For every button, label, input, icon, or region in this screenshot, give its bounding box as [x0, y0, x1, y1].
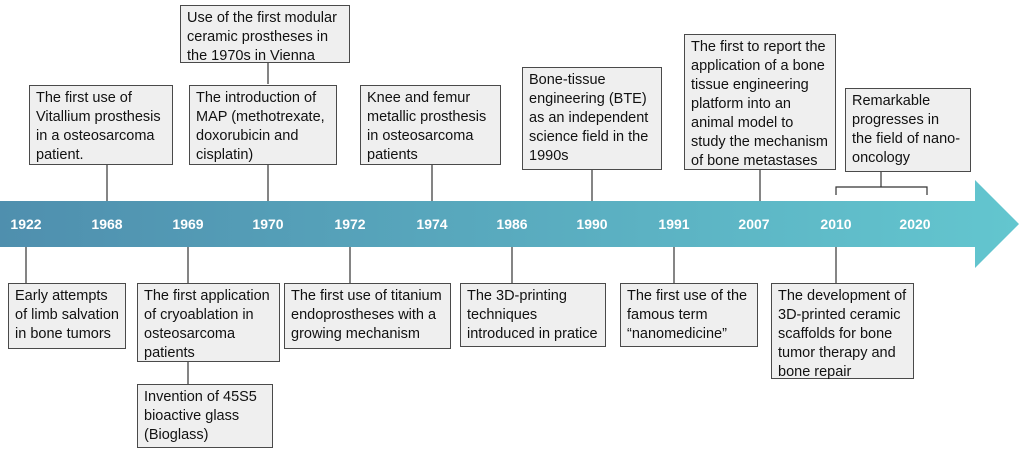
- box-line: The first use of titanium: [291, 288, 442, 304]
- box-line: introduced in pratice: [467, 326, 598, 342]
- year-1990: 1990: [576, 216, 608, 232]
- box-line: The first to report the: [691, 39, 826, 55]
- box-line: ceramic prostheses in: [187, 29, 329, 45]
- box-line: tumor therapy and: [778, 345, 896, 361]
- box-line: the field of nano-: [852, 131, 961, 147]
- box-line: engineering (BTE): [529, 91, 647, 107]
- bracket-2010-2020: [836, 187, 927, 195]
- box-line: as an independent: [529, 110, 649, 126]
- event-box-bioglass: [137, 384, 273, 448]
- box-line: science field in the: [529, 129, 649, 145]
- event-box-ceramic-prostheses: [180, 5, 350, 63]
- box-line: the 1970s in Vienna: [187, 48, 315, 64]
- box-line: progresses in: [852, 112, 940, 128]
- box-line: animal model to: [691, 115, 794, 131]
- box-line: Remarkable: [852, 93, 931, 109]
- box-line: famous term: [627, 307, 708, 323]
- year-1970: 1970: [252, 216, 284, 232]
- year-1969: 1969: [172, 216, 204, 232]
- box-line: cisplatin): [196, 147, 254, 163]
- year-2007: 2007: [738, 216, 770, 232]
- event-box-bone-tissue-engineering: [522, 67, 662, 170]
- box-line: tissue engineering: [691, 77, 809, 93]
- box-line: The first use of the: [627, 288, 748, 304]
- box-line: metallic prosthesis: [367, 109, 487, 125]
- year-1972: 1972: [334, 216, 366, 232]
- box-line: bioactive glass: [144, 408, 240, 424]
- box-line: The first use of: [36, 90, 132, 106]
- year-2020: 2020: [899, 216, 931, 232]
- box-line: Vitallium prosthesis: [36, 109, 161, 125]
- year-1968: 1968: [91, 216, 123, 232]
- box-line: growing mechanism: [291, 326, 420, 342]
- event-box-vitallium-prosthesis: [29, 85, 173, 165]
- box-line: 1990s: [529, 148, 569, 164]
- event-box-limb-salvation: [8, 283, 126, 349]
- box-line: endoprostheses with a: [291, 307, 437, 323]
- box-line: platform into an: [691, 96, 791, 112]
- event-box-nano-oncology: [845, 88, 971, 172]
- box-line: techniques: [467, 307, 538, 323]
- event-box-cryoablation: [137, 283, 280, 362]
- box-line: application of a bone: [691, 58, 825, 74]
- box-line: (Bioglass): [144, 427, 209, 443]
- event-box-map-introduction: [189, 85, 337, 165]
- year-1991: 1991: [658, 216, 690, 232]
- box-line: of limb salvation: [15, 307, 119, 323]
- box-line: bone repair: [778, 364, 852, 380]
- box-line: Knee and femur: [367, 90, 471, 106]
- box-line: The 3D-printing: [467, 288, 567, 304]
- box-line: of bone metastases: [691, 153, 818, 169]
- box-line: Invention of 45S5: [144, 389, 257, 405]
- box-line: Use of the first modular: [187, 10, 337, 26]
- year-2010: 2010: [820, 216, 852, 232]
- box-line: oncology: [852, 150, 911, 166]
- box-line: Early attempts: [15, 288, 108, 304]
- box-line: in osteosarcoma: [367, 128, 474, 144]
- box-line: The development of: [778, 288, 907, 304]
- box-line: “nanomedicine”: [627, 326, 727, 342]
- box-line: Bone-tissue: [529, 72, 606, 88]
- event-box-nanomedicine: [620, 283, 758, 347]
- box-line: 3D-printed ceramic: [778, 307, 901, 323]
- box-line: scaffolds for bone: [778, 326, 893, 342]
- box-line: of cryoablation in: [144, 307, 254, 323]
- box-line: MAP (methotrexate,: [196, 109, 325, 125]
- box-line: The first application: [144, 288, 270, 304]
- event-box-3d-printing: [460, 283, 606, 347]
- box-line: in bone tumors: [15, 326, 111, 342]
- box-line: The introduction of: [196, 90, 317, 106]
- box-line: doxorubicin and: [196, 128, 299, 144]
- year-1922: 1922: [10, 216, 42, 232]
- box-line: osteosarcoma: [144, 326, 236, 342]
- year-1974: 1974: [416, 216, 448, 232]
- box-line: patients: [367, 147, 418, 163]
- box-line: patients: [144, 345, 195, 361]
- event-box-titanium-endoprostheses: [284, 283, 451, 349]
- box-line: patient.: [36, 147, 84, 163]
- year-1986: 1986: [496, 216, 528, 232]
- box-line: study the mechanism: [691, 134, 829, 150]
- event-box-knee-femur-prosthesis: [360, 85, 501, 165]
- event-box-ceramic-scaffolds: [771, 283, 914, 379]
- box-line: in a osteosarcoma: [36, 128, 155, 144]
- event-box-bone-metastases: [684, 34, 836, 170]
